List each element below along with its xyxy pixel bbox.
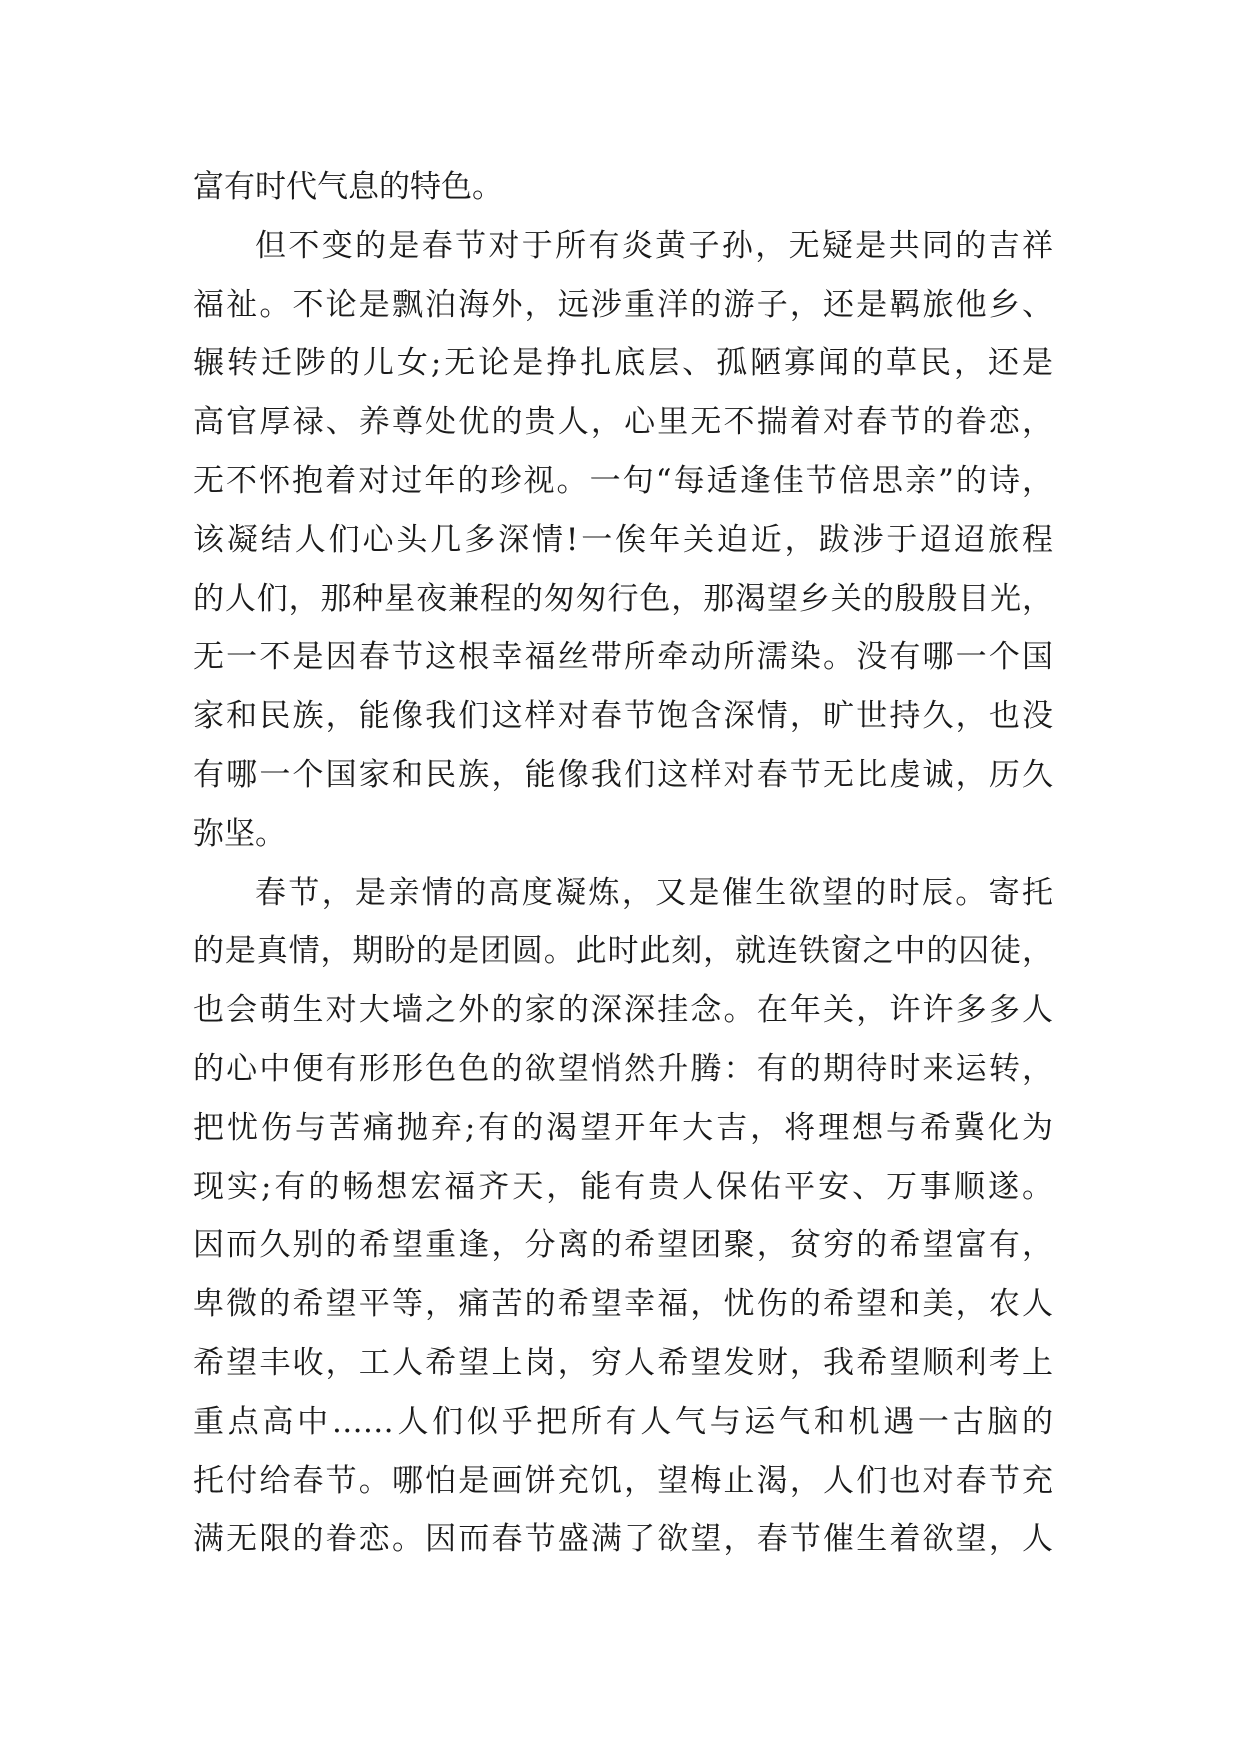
text-line: 该凝结人们心头几多深情!一俟年关迫近，跋涉于迢迢旅程: [193, 521, 1053, 558]
text-line: 有哪一个国家和民族，能像我们这样对春节无比虔诚，历久: [193, 756, 1053, 793]
text-line: 无一不是因春节这根幸福丝带所牵动所濡染。没有哪一个国: [193, 639, 1053, 676]
text-line: 福祉。不论是飘泊海外，远涉重洋的游子，还是羁旅他乡、: [193, 286, 1053, 323]
text-line: 希望丰收，工人希望上岗，穷人希望发财，我希望顺利考上: [193, 1344, 1053, 1381]
text-line: 高官厚禄、养尊处优的贵人，心里无不揣着对春节的眷恋，: [193, 404, 1053, 441]
text-line: 无不怀抱着对过年的珍视。一句“每适逢佳节倍思亲”的诗，: [193, 462, 1053, 499]
text-line: 重点高中……人们似乎把所有人气与运气和机遇一古脑的: [193, 1403, 1053, 1440]
text-line: 现实;有的畅想宏福齐天，能有贵人保佑平安、万事顺遂。: [193, 1168, 1053, 1205]
text-line: 弥坚。: [193, 815, 286, 852]
text-line: 春节，是亲情的高度凝炼，又是催生欲望的时辰。寄托: [255, 874, 1053, 911]
text-line: 辗转迁陟的儿女;无论是挣扎底层、孤陋寡闻的草民，还是: [193, 345, 1053, 382]
text-line: 家和民族，能像我们这样对春节饱含深情，旷世持久，也没: [193, 698, 1053, 735]
text-line: 但不变的是春节对于所有炎黄子孙，无疑是共同的吉祥: [255, 227, 1053, 264]
text-line: 富有时代气息的特色。: [193, 169, 503, 205]
text-line: 满无限的眷恋。因而春节盛满了欲望，春节催生着欲望，人: [193, 1521, 1053, 1558]
text-line: 的心中便有形形色色的欲望悄然升腾：有的期待时来运转，: [193, 1050, 1053, 1087]
text-line: 卑微的希望平等，痛苦的希望幸福，忧伤的希望和美，农人: [193, 1286, 1053, 1323]
body-text: [193, 158, 1053, 1569]
text-line: 的人们，那种星夜兼程的匆匆行色，那渴望乡关的殷殷目光，: [193, 580, 1053, 617]
text-line: 托付给春节。哪怕是画饼充饥，望梅止渴，人们也对春节充: [193, 1462, 1053, 1499]
text-line: 把忧伤与苦痛抛弃;有的渴望开年大吉，将理想与希冀化为: [193, 1109, 1053, 1146]
text-line: 也会萌生对大墙之外的家的深深挂念。在年关，许许多多人: [193, 992, 1053, 1029]
text-line: 因而久别的希望重逢，分离的希望团聚，贫穷的希望富有，: [193, 1227, 1053, 1264]
text-line: 的是真情，期盼的是团圆。此时此刻，就连铁窗之中的囚徒，: [193, 933, 1053, 970]
